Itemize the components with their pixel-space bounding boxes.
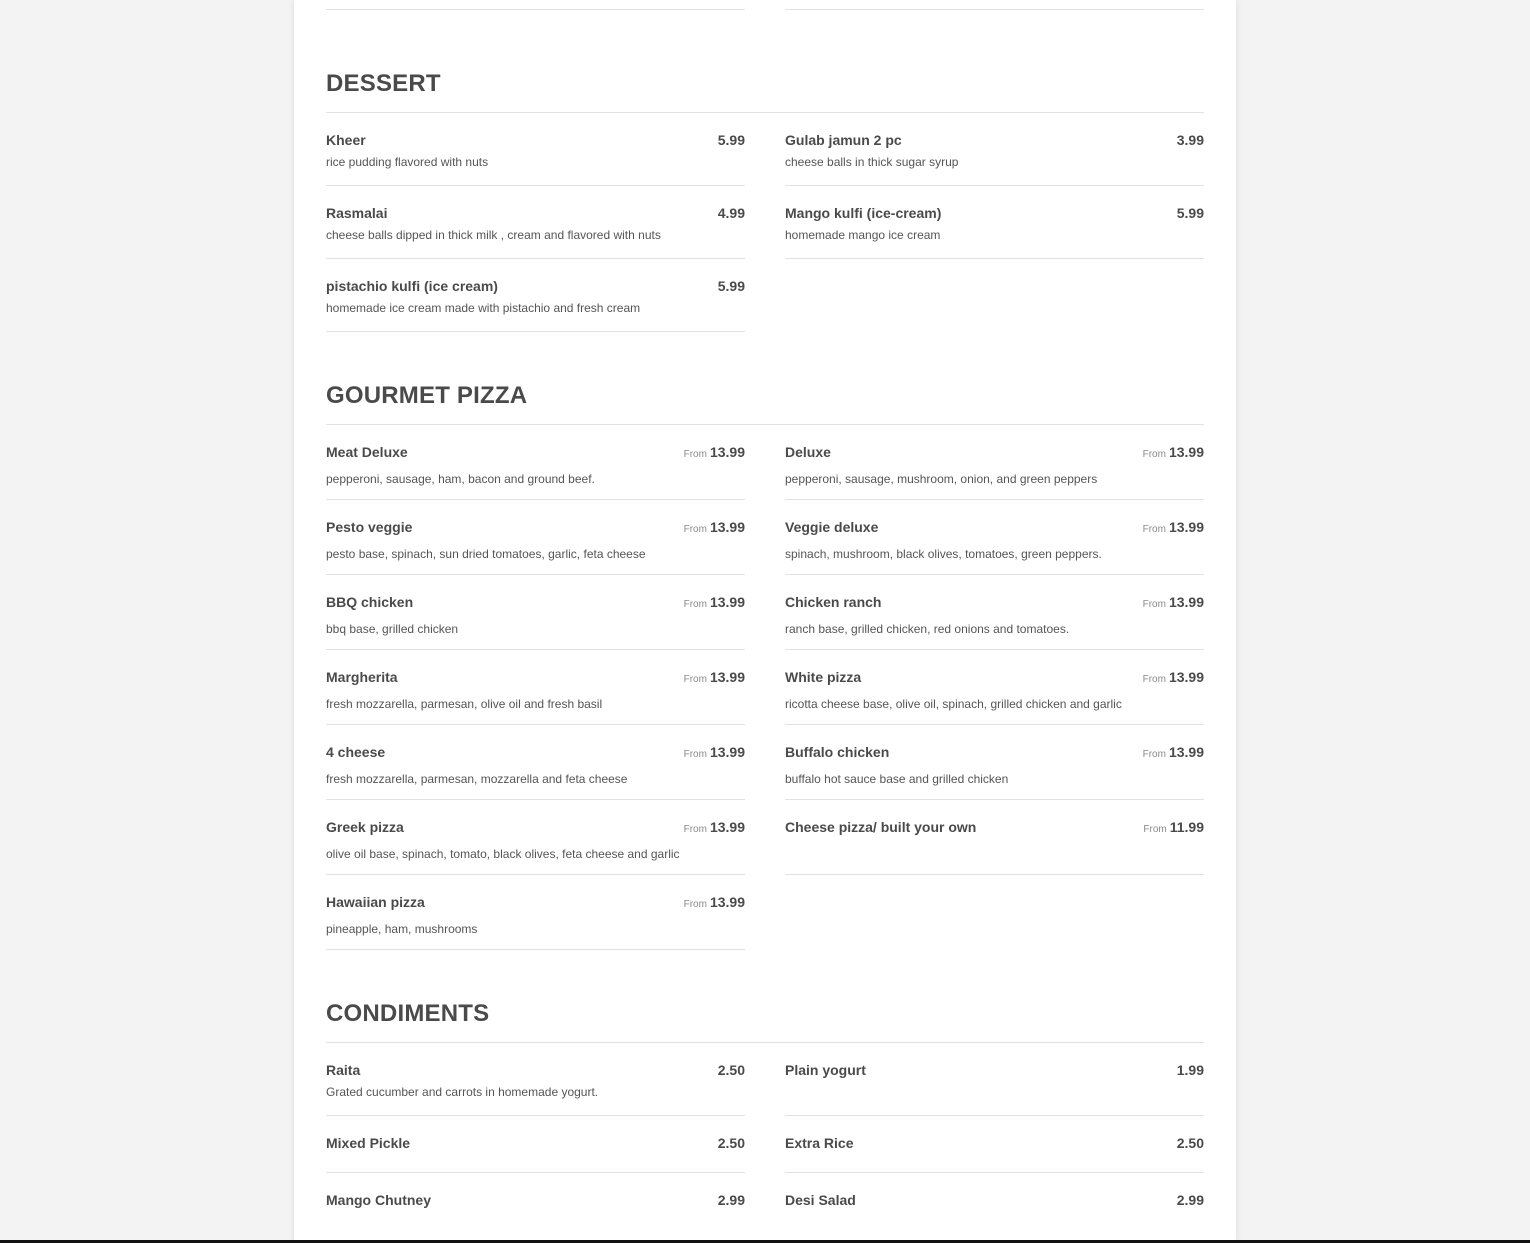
item-name: Hawaiian pizza [326,894,425,910]
menu-item[interactable] [326,875,745,950]
item-description: pineapple, ham, mushrooms [326,922,478,936]
divider [785,0,1204,10]
from-label: From [683,749,707,760]
menu-grid [326,1043,1204,1243]
from-label: From [1142,599,1166,610]
item-description: olive oil base, spinach, tomato, black olives, feta cheese and garlic [326,847,680,861]
price-value: 13.99 [709,519,745,535]
item-price [684,519,745,538]
menu-column-left [326,1043,745,1243]
item-name: Cheese pizza/ built your own [785,819,977,835]
item-name: 4 cheese [326,744,386,760]
menu-item[interactable] [326,500,745,575]
item-description: spinach, mushroom, black olives, tomatoes, green peppers. [785,547,1102,561]
from-label: From [683,449,707,460]
price-value: 13.99 [709,894,745,910]
item-description: ranch base, grilled chicken, red onions and tomatoes. [785,622,1070,636]
item-name: Gulab jamun 2 pc [785,132,902,148]
menu-item[interactable] [326,113,745,186]
item-price: 5.99 [717,278,745,294]
menu-item[interactable] [785,1043,1204,1116]
from-label: From [1142,749,1166,760]
item-description: bbq base, grilled chicken [326,622,459,636]
menu-item[interactable] [326,800,745,875]
menu-item[interactable] [785,113,1204,186]
item-name: Buffalo chicken [785,744,890,760]
item-description: buffalo hot sauce base and grilled chicken [785,772,1009,786]
price-value: 11.99 [1169,819,1204,835]
item-description: Grated cucumber and carrots in homemade yogurt. [326,1085,599,1099]
section-gourmet-pizza [326,382,1204,950]
section-condiments [326,1000,1204,1243]
item-price [684,819,745,838]
menu-item[interactable] [785,500,1204,575]
item-description: cheese balls in thick sugar syrup [785,155,959,169]
item-price [684,669,745,688]
menu-item[interactable] [326,575,745,650]
section-title: GOURMET PIZZA [326,382,1204,425]
menu-item[interactable] [785,1173,1204,1243]
item-price [1143,744,1204,763]
item-name: Rasmalai [326,205,388,221]
section-dessert [326,70,1204,332]
item-price: 2.50 [1176,1135,1204,1151]
menu-column-right [785,113,1204,259]
item-price [1143,444,1204,463]
menu-item[interactable] [326,425,745,500]
menu-item[interactable] [785,186,1204,259]
price-value: 13.99 [709,444,745,460]
menu-page [294,0,1236,1243]
item-name: Desi Salad [785,1192,856,1208]
menu-item[interactable] [785,800,1204,875]
item-name: Margherita [326,669,398,685]
menu-item[interactable] [785,650,1204,725]
item-description: homemade mango ice cream [785,228,941,242]
item-description: fresh mozzarella, parmesan, olive oil and fresh basil [326,697,603,711]
item-price [684,594,745,613]
divider [326,0,745,10]
from-label: From [1143,824,1167,835]
price-value: 13.99 [1168,444,1204,460]
item-price: 2.99 [1176,1192,1204,1208]
item-name: BBQ chicken [326,594,414,610]
item-description: pesto base, spinach, sun dried tomatoes, garlic, feta cheese [326,547,646,561]
item-name: Mango Chutney [326,1192,431,1208]
item-name: Mixed Pickle [326,1135,411,1151]
item-description: ricotta cheese base, olive oil, spinach, grilled chicken and garlic [785,697,1122,711]
item-description: cheese balls dipped in thick milk , cream and flavored with nuts [326,228,661,242]
price-value: 13.99 [1168,594,1204,610]
item-name: Mango kulfi (ice-cream) [785,205,942,221]
menu-grid [326,425,1204,950]
price-value: 13.99 [1168,519,1204,535]
menu-item[interactable] [785,575,1204,650]
previous-section-end [326,0,1204,10]
item-price: 1.99 [1176,1062,1204,1078]
from-label: From [683,599,707,610]
from-label: From [1142,524,1166,535]
item-price [1143,819,1204,838]
item-price [684,444,745,463]
item-name: Veggie deluxe [785,519,879,535]
menu-column-right [785,1043,1204,1243]
item-price: 5.99 [1176,205,1204,221]
item-description: pepperoni, sausage, mushroom, onion, and green peppers [785,472,1098,486]
item-description: homemade ice cream made with pistachio and fresh cream [326,301,641,315]
item-name: White pizza [785,669,862,685]
from-label: From [683,524,707,535]
item-name: Kheer [326,132,366,148]
item-name: Plain yogurt [785,1062,866,1078]
price-value: 13.99 [709,819,745,835]
menu-item[interactable] [785,725,1204,800]
price-value: 13.99 [709,744,745,760]
price-value: 13.99 [1168,744,1204,760]
item-name: pistachio kulfi (ice cream) [326,278,498,294]
menu-item[interactable] [326,650,745,725]
item-name: Meat Deluxe [326,444,408,460]
menu-item[interactable] [326,1116,745,1173]
from-label: From [683,899,707,910]
item-price [1143,519,1204,538]
section-title: CONDIMENTS [326,1000,1204,1043]
menu-column-right [785,425,1204,875]
from-label: From [683,674,707,685]
item-price [684,744,745,763]
menu-item[interactable] [326,725,745,800]
menu-column-left [326,113,745,332]
item-name: Greek pizza [326,819,404,835]
from-label: From [1142,674,1166,685]
item-price: 2.50 [717,1062,745,1078]
item-price [1143,594,1204,613]
menu-content [326,0,1204,1243]
from-label: From [1142,449,1166,460]
menu-item[interactable] [326,1173,745,1243]
item-name: Raita [326,1062,361,1078]
menu-item[interactable] [785,1116,1204,1173]
menu-item[interactable] [326,186,745,259]
price-value: 13.99 [709,594,745,610]
item-description: rice pudding flavored with nuts [326,155,489,169]
item-price [1143,669,1204,688]
item-name: Pesto veggie [326,519,413,535]
menu-item[interactable] [785,425,1204,500]
item-price: 2.50 [717,1135,745,1151]
item-price [684,894,745,913]
item-price: 2.99 [717,1192,745,1208]
menu-item[interactable] [326,259,745,332]
item-price: 4.99 [717,205,745,221]
item-description: fresh mozzarella, parmesan, mozzarella and feta cheese [326,772,628,786]
menu-item[interactable] [326,1043,745,1116]
from-label: From [683,824,707,835]
price-value: 13.99 [1168,669,1204,685]
item-description: pepperoni, sausage, ham, bacon and ground beef. [326,472,595,486]
section-title: DESSERT [326,70,1204,113]
menu-column-left [326,425,745,950]
item-name: Deluxe [785,444,831,460]
item-name: Extra Rice [785,1135,854,1151]
item-price: 3.99 [1176,132,1204,148]
item-name: Chicken ranch [785,594,882,610]
item-price: 5.99 [717,132,745,148]
menu-grid [326,113,1204,332]
price-value: 13.99 [709,669,745,685]
